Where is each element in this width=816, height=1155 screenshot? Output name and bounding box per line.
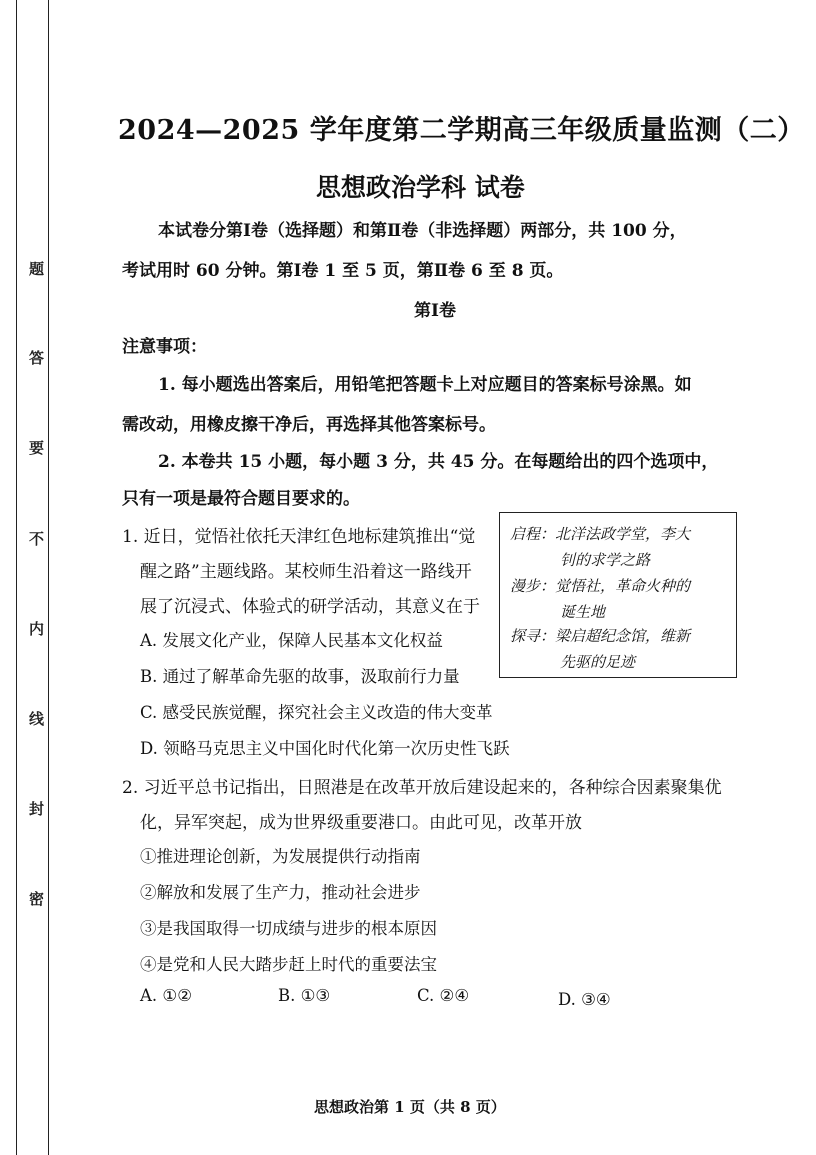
route-item-text: 探寻：梁启超纪念馆，维新: [510, 627, 691, 645]
q2-statement: ④是党和人民大踏步赶上时代的重要法宝: [140, 955, 437, 974]
note-line: 2. 本卷共 15 小题，每小题 3 分，共 45 分。在每题给出的四个选项中，: [158, 452, 719, 472]
route-item-text: 钊的求学之路: [560, 551, 651, 569]
route-item-text: 漫步：觉悟社，革命火种的: [510, 577, 691, 595]
note-line: 只有一项是最符合题目要求的。: [122, 489, 360, 509]
q2-stem-line: 化，异军突起，成为世界级重要港口。由此可见，改革开放: [140, 813, 582, 833]
route-item-text: 先驱的足迹: [560, 653, 636, 671]
section-heading: 第Ⅰ卷: [414, 301, 456, 321]
q2-stem-line: 2. 习近平总书记指出，日照港是在改革开放后建设起来的，各种综合因素聚集优: [122, 778, 722, 798]
binding-line-left: [16, 0, 17, 1155]
q1-stem-line: 展了沉浸式、体验式的研学活动，其意义在于: [140, 597, 480, 617]
seal-char: 封: [29, 800, 45, 818]
note-line: 需改动，用橡皮擦干净后，再选择其他答案标号。: [122, 415, 496, 435]
seal-char: 内: [29, 620, 45, 638]
binding-line-right: [48, 0, 49, 1155]
seal-char: 不: [29, 530, 45, 548]
q2-option-d: D. ③④: [558, 990, 611, 1009]
route-item: [510, 625, 691, 671]
q1-option-b: B. 通过了解革命先驱的故事，汲取前行力量: [140, 667, 460, 686]
page-footer: 思想政治第 1 页（共 8 页）: [314, 1098, 506, 1116]
q1-stem-line: 醒之路”主题线路。某校师生沿着这一路线开: [140, 562, 472, 582]
notes-heading: 注意事项：: [122, 337, 207, 357]
seal-char: 答: [29, 349, 45, 367]
seal-char: 密: [29, 890, 45, 908]
q2-statement: ①推进理论创新，为发展提供行动指南: [140, 847, 421, 866]
intro-line: 本试卷分第Ⅰ卷（选择题）和第Ⅱ卷（非选择题）两部分，共 100 分，: [158, 221, 687, 241]
route-item: [510, 523, 691, 569]
seal-char: 线: [29, 710, 45, 728]
q2-option-c: C. ②④: [417, 986, 470, 1005]
q1-option-d: D. 领略马克思主义中国化时代化第一次历史性飞跃: [140, 739, 510, 758]
q2-statement: ②解放和发展了生产力，推动社会进步: [140, 883, 421, 902]
exam-subtitle: 思想政治学科 试卷: [316, 173, 525, 202]
route-item: [510, 575, 691, 621]
seal-char: 题: [29, 260, 45, 278]
q1-option-c: C. 感受民族觉醒，探究社会主义改造的伟大变革: [140, 703, 493, 722]
q1-stem-line: 1. 近日，觉悟社依托天津红色地标建筑推出“觉: [122, 527, 476, 547]
q2-statement: ③是我国取得一切成绩与进步的根本原因: [140, 919, 437, 938]
route-item-text: 诞生地: [560, 603, 606, 621]
q2-option-b: B. ①③: [278, 986, 331, 1005]
route-item-text: 启程：北洋法政学堂，李大: [510, 525, 691, 543]
intro-line: 考试用时 60 分钟。第Ⅰ卷 1 至 5 页，第Ⅱ卷 6 至 8 页。: [122, 261, 564, 281]
note-line: 1. 每小题选出答案后，用铅笔把答题卡上对应题目的答案标号涂黑。如: [158, 375, 692, 395]
q1-route-box: [499, 512, 737, 678]
q2-option-a: A. ①②: [140, 986, 192, 1005]
exam-title: 2024—2025 学年度第二学期高三年级质量监测（二）: [118, 115, 805, 146]
seal-char: 要: [29, 439, 45, 457]
q1-option-a: A. 发展文化产业，保障人民基本文化权益: [140, 631, 443, 650]
